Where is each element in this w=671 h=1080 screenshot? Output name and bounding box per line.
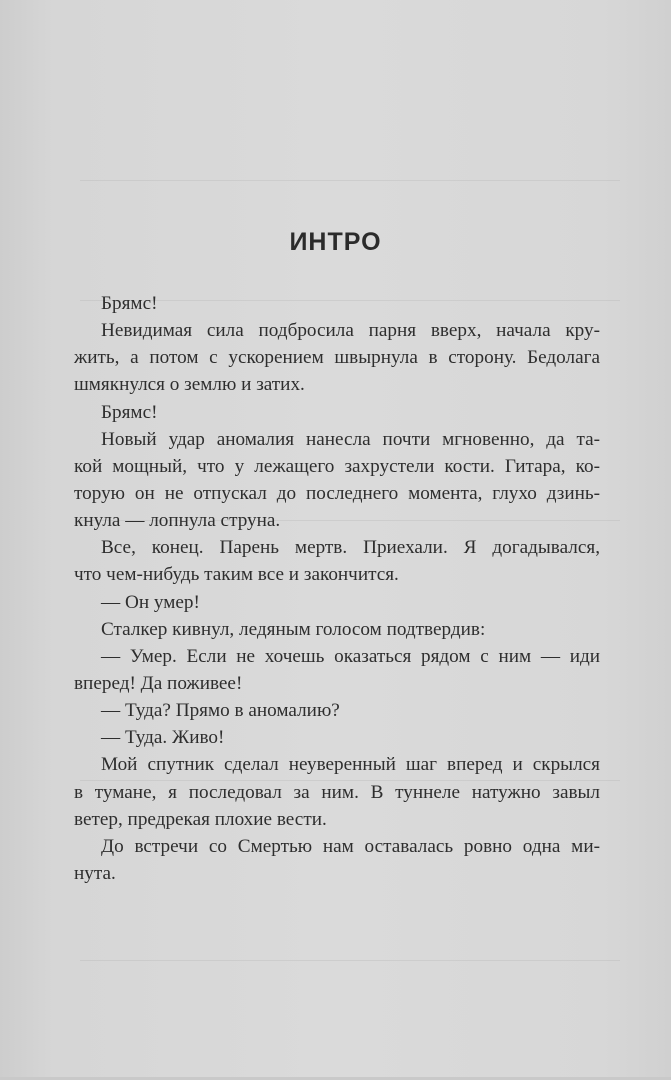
text-line: — Он умер! (101, 591, 200, 613)
text-line: Невидимая сила подбросила парня вверх, начала кру- (101, 320, 600, 342)
text-line: в тумане, я последовал за ним. В туннеле натужно завыл (74, 781, 600, 803)
text-line: Сталкер кивнул, ледяным голосом подтвердив: (101, 618, 486, 640)
text-line: До встречи со Смертью нам оставалась ровно одна ми- (101, 835, 600, 857)
chapter-body (74, 290, 600, 887)
text-line: — Умер. Если не хочешь оказаться рядом с ним — иди (101, 645, 600, 667)
chapter-title: ИНТРО (289, 228, 382, 256)
text-line: Брямс! (101, 401, 158, 423)
text-line: жить, а потом с ускорением швырнула в сторону. Бедолага (74, 347, 600, 369)
bleed-through-line (80, 180, 620, 181)
text-line: шмякнулся о землю и затих. (74, 374, 305, 396)
text-line: Мой спутник сделал неуверенный шаг вперед и скрылся (101, 754, 600, 776)
text-line: Все, конец. Парень мертв. Приехали. Я догадывался, (101, 537, 600, 559)
text-line: вперед! Да поживее! (74, 672, 243, 694)
text-line: кнула — лопнула струна. (74, 510, 281, 532)
text-line: нута. (74, 862, 116, 884)
text-line: — Туда. Живо! (101, 727, 225, 749)
text-line: торую он не отпускал до последнего момента, глухо дзинь- (74, 482, 600, 504)
text-line: Новый удар аномалия нанесла почти мгновенно, да та- (101, 428, 600, 450)
text-line: ветер, предрекая плохие вести. (74, 808, 327, 830)
text-line: Брямс! (101, 293, 158, 314)
text-line: что чем-нибудь таким все и закончится. (74, 564, 399, 586)
text-line: — Туда? Прямо в аномалию? (101, 700, 340, 722)
bleed-through-line (80, 960, 620, 961)
text-line: кой мощный, что у лежащего захрустели кости. Гитара, ко- (74, 455, 600, 477)
